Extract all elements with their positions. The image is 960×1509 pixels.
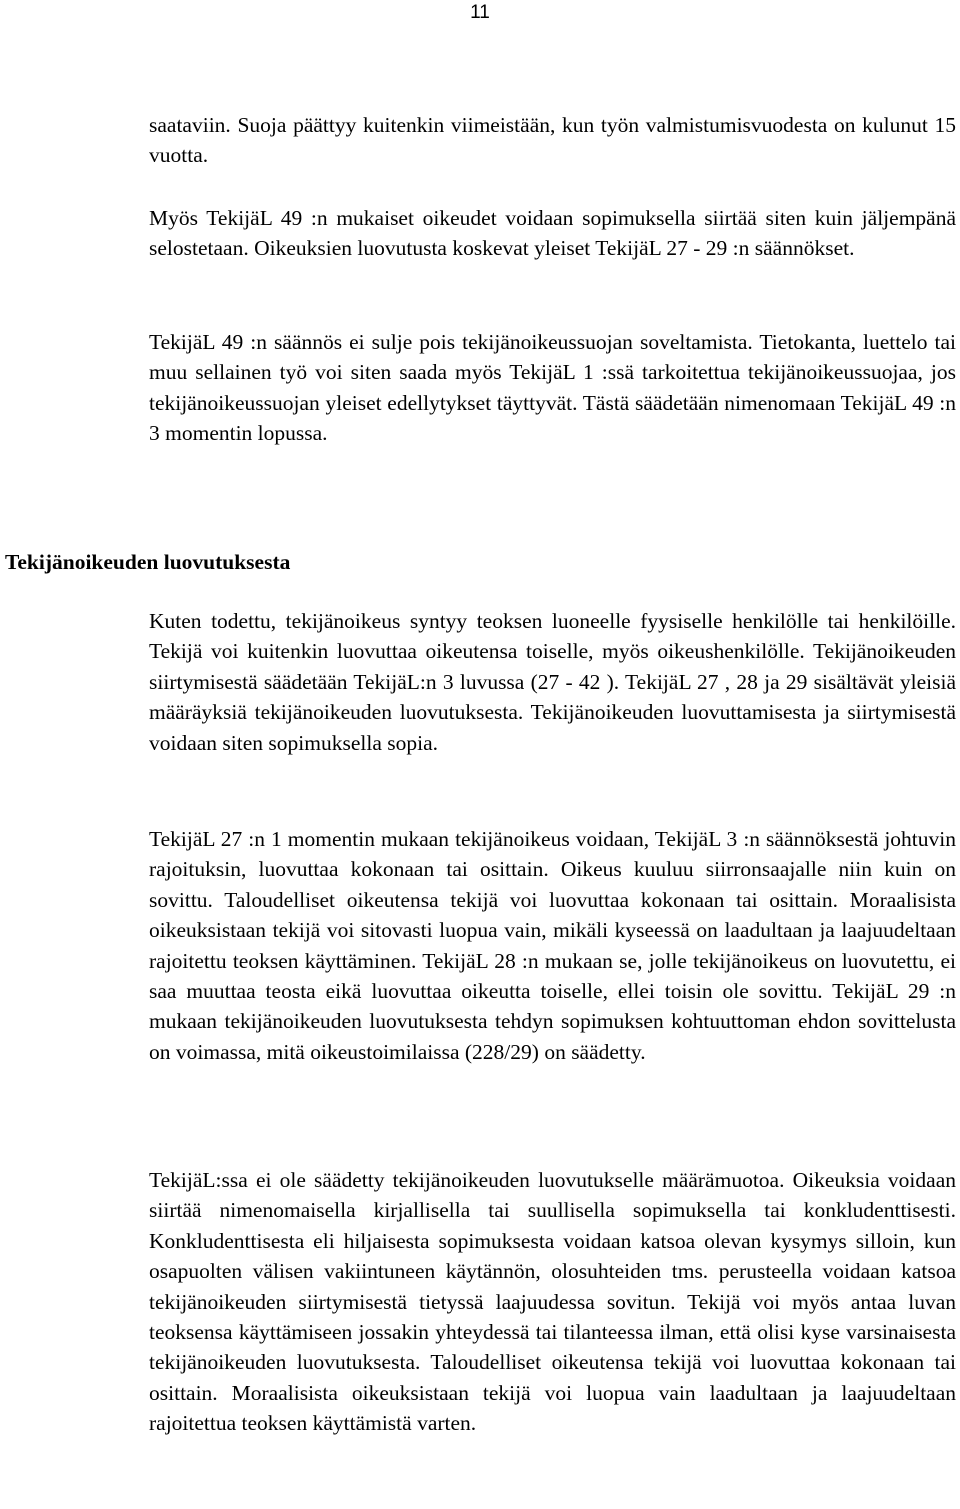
page-number: 11 — [470, 2, 490, 23]
paragraph-6: TekijäL:ssa ei ole säädetty tekijänoikeuden luovutukselle määrämuotoa. Oikeuksia voidaan siirtää nimenomaisella kirjallisella tai suullisella sopimuksella tai konkludenttisesti. Konkludenttisesta eli hiljaisesta sopimuksesta voidaan katsoa olevan kysymys silloin, kun osapuolten välisen vakiintuneen käytännön, olosuhteiden tms. perusteella voidaan katsoa tekijänoikeuden siirtymisestä tietyssä laajuudessa sovitun. Tekijä voi myös antaa luvan teoksensa käyttämiseen jossakin yhteydessä tai tilanteessa ilman, että olisi kyse varsinaisesta tekijänoikeuden luovutuksesta. Taloudelliset oikeutensa tekijä voi luovuttaa kokonaan tai osittain. Moraalisista oikeuksistaan tekijä voi luopua vain laadultaan ja laajuudeltaan rajoitettua teoksen käyttämistä varten. — [149, 1168, 956, 1436]
paragraph-2: Myös TekijäL 49 :n mukaiset oikeudet voidaan sopimuksella siirtää siten kuin jäljempänä selostetaan. Oikeuksien luovutusta koskevat yleiset TekijäL 27 - 29 :n säännökset. — [149, 206, 956, 261]
paragraph-5: TekijäL 27 :n 1 momentin mukaan tekijänoikeus voidaan, TekijäL 3 :n säännöksestä johtuvin rajoituksin, luovuttaa kokonaan tai osittain. Oikeus kuuluu siirronsaajalle niin kuin on sovittu. Taloudelliset oikeutensa tekijä voi luovuttaa kokonaan tai osittain. Moraalisista oikeuksistaan tekijä voi sitovasti luopua vain, mikäli kyseessä on laadultaan ja laajuudeltaan rajoitettu teoksen käyttäminen. TekijäL 28 :n mukaan se, jolle tekijänoikeus on luovutettu, ei saa muuttaa teosta eikä luovuttaa oikeutta toiselle, ellei toisin ole sovittu. TekijäL 29 :n mukaan tekijänoikeuden luovutuksesta tehdyn sopimuksen kohtuuttoman ehdon sovittelusta on voimassa, mitä oikeustoimilaissa (228/29) on säädetty. — [149, 827, 956, 1064]
section-heading: Tekijänoikeuden luovutuksesta — [5, 550, 291, 574]
paragraph-4: Kuten todettu, tekijänoikeus syntyy teoksen luoneelle fyysiselle henkilölle tai henkilöille. Tekijä voi kuitenkin luovuttaa oikeutensa toiselle, myös oikeushenkilölle. Tekijänoikeuden siirtymisestä säädetään TekijäL:n 3 luvussa (27 - 42 ). TekijäL 27 , 28 ja 29 sisältävät yleisiä määräyksiä tekijänoikeuden luovutuksesta. Tekijänoikeuden luovuttamisesta ja siirtymisestä voidaan siten sopimuksella sopia. — [149, 609, 956, 755]
paragraph-3: TekijäL 49 :n säännös ei sulje pois tekijänoikeussuojan soveltamista. Tietokanta, luettelo tai muu sellainen työ voi siten saada myös TekijäL 1 :ssä tarkoitettua tekijänoikeussuojaa, jos tekijänoikeussuojan yleiset edellytykset täyttyvät. Tästä säädetään nimenomaan TekijäL 49 :n 3 momentin lopussa. — [149, 330, 956, 446]
paragraph-1: saataviin. Suoja päättyy kuitenkin viimeistään, kun työn valmistumisvuodesta on kulunut 15 vuotta. — [149, 113, 956, 168]
